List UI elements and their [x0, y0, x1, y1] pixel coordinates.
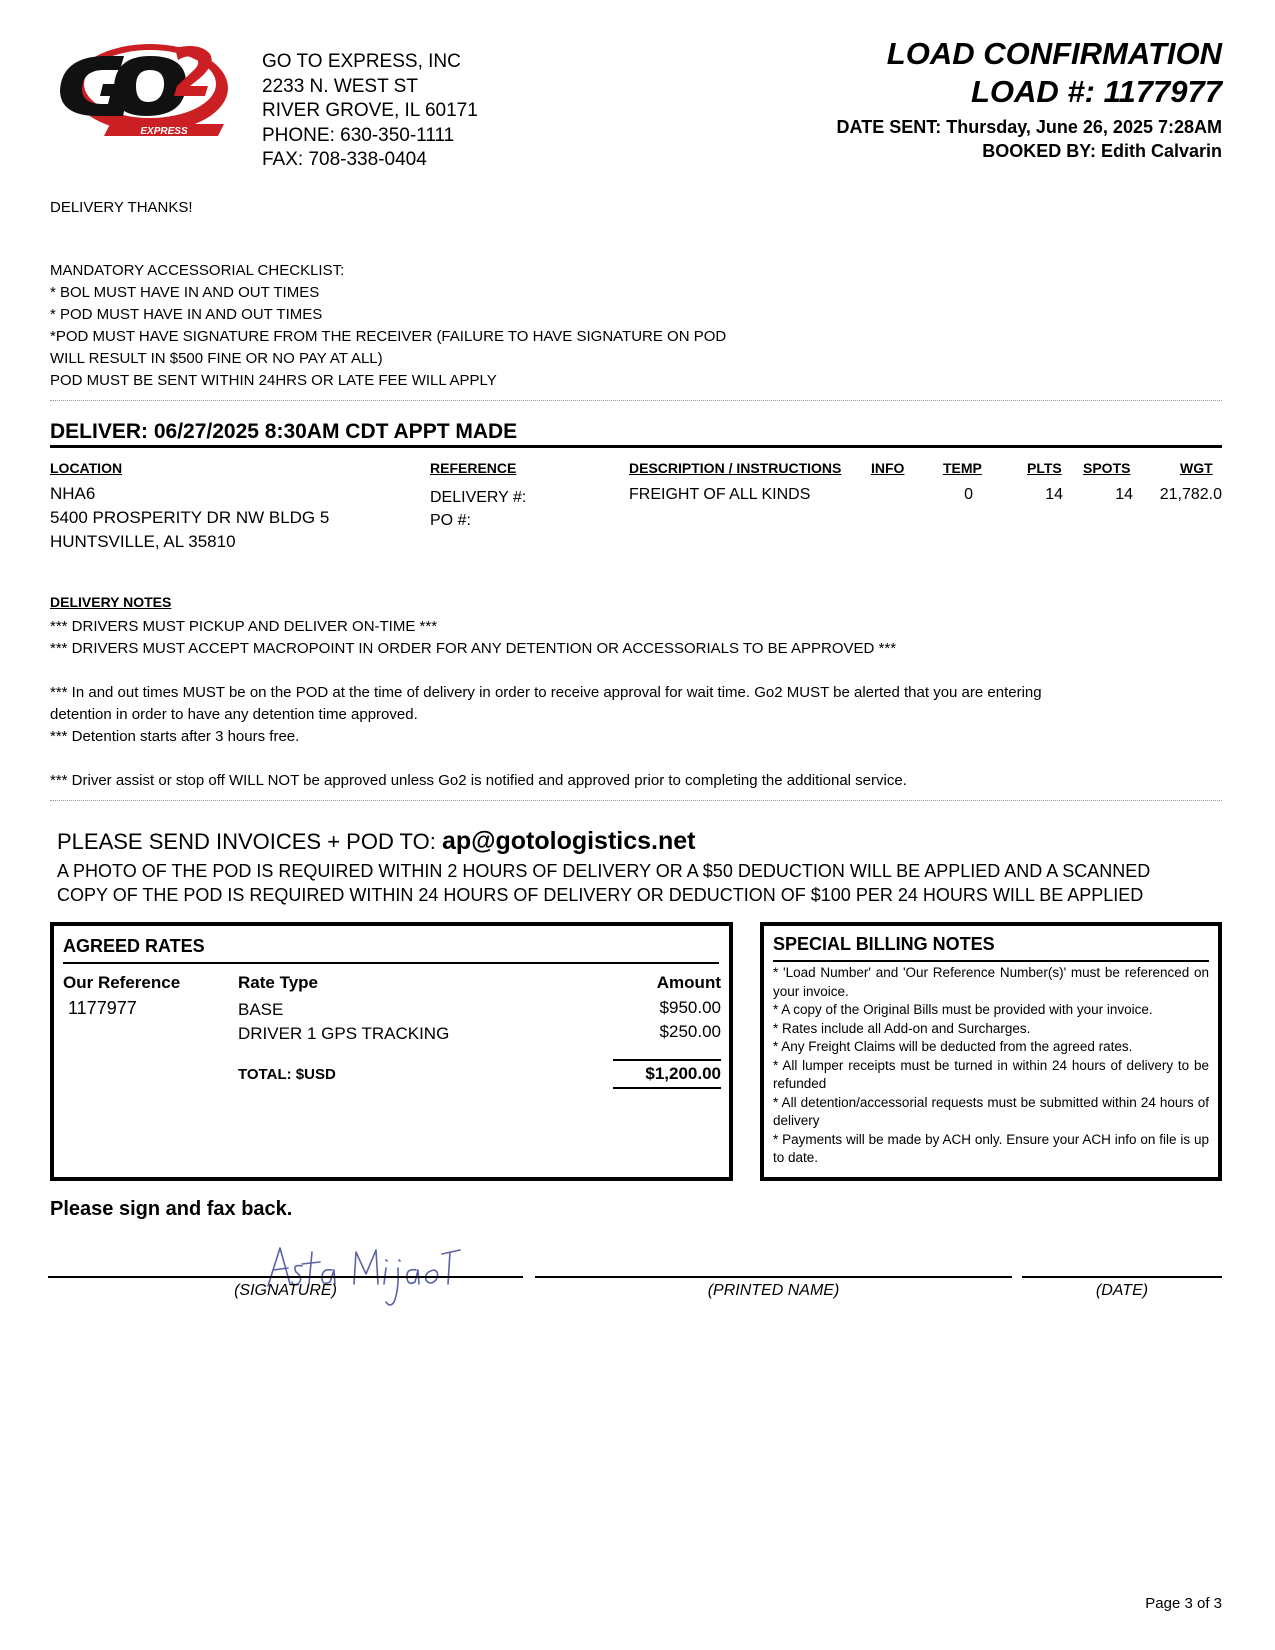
company-street: 2233 N. WEST ST	[262, 75, 418, 97]
company-info	[262, 50, 478, 173]
billing-note: * Rates include all Add-on and Surcharges.	[773, 1020, 1031, 1036]
billing-note: * All lumper receipts must be turned in within 24 hours of delivery to be refunded	[773, 1057, 1209, 1091]
total-amount: $1,200.00	[613, 1059, 721, 1089]
agreed-rates-box	[50, 922, 733, 1181]
billing-note: * All detention/accessorial requests must be submitted within 24 hours of delivery	[773, 1094, 1209, 1128]
rate-amounts	[660, 996, 721, 1044]
po-number-label: PO #:	[430, 512, 471, 529]
company-fax: FAX: 708-338-0404	[262, 149, 427, 170]
note-line: *** Driver assist or stop off WILL NOT be approved unless Go2 is notified and approved prior to completing the additional service.	[50, 772, 907, 789]
rate-types	[238, 998, 449, 1046]
special-billing-notes-box	[760, 922, 1222, 1181]
col-our-reference: Our Reference	[63, 973, 181, 992]
title-block	[837, 35, 1222, 163]
delivery-reference	[430, 486, 526, 532]
delivery-description: FREIGHT OF ALL KINDS	[629, 486, 811, 503]
checklist-line: *POD MUST HAVE SIGNATURE FROM THE RECEIVER (FAILURE TO HAVE SIGNATURE ON POD	[50, 328, 727, 345]
col-reference: REFERENCE	[430, 460, 517, 476]
billing-notes-list	[773, 964, 1209, 1168]
col-rate-type: Rate Type	[238, 973, 318, 992]
pod-requirement-line: COPY OF THE POD IS REQUIRED WITHIN 24 HOURS OF DELIVERY OR DEDUCTION OF $100 PER 24 HOURS WILL BE APPLIED	[57, 885, 1144, 905]
signature-label: (SIGNATURE)	[234, 1282, 337, 1299]
delivery-notes-heading: DELIVERY NOTES	[50, 594, 172, 610]
location-code: NHA6	[50, 484, 96, 503]
company-phone: PHONE: 630-350-1111	[262, 124, 455, 146]
invoice-instructions	[57, 827, 696, 856]
document-title: LOAD CONFIRMATION	[886, 36, 1222, 71]
accessorial-checklist	[50, 260, 726, 392]
invoice-email-link[interactable]: ap@gotologistics.net	[441, 827, 696, 855]
note-line: *** DRIVERS MUST ACCEPT MACROPOINT IN ORDER FOR ANY DETENTION OR ACCESSORIALS TO BE APPROVED ***	[50, 640, 897, 657]
page-number: Page 3 of 3	[1145, 1595, 1222, 1612]
checklist-line: MANDATORY ACCESSORIAL CHECKLIST:	[50, 262, 345, 279]
date-line	[1022, 1276, 1222, 1278]
date-label: (DATE)	[1095, 1282, 1149, 1299]
checklist-line: POD MUST BE SENT WITHIN 24HRS OR LATE FEE WILL APPLY	[50, 372, 497, 389]
date-sent: DATE SENT: Thursday, June 26, 2025 7:28AM	[836, 117, 1222, 137]
divider	[50, 400, 1222, 401]
delivery-notes	[50, 616, 1042, 792]
delivery-location	[50, 482, 329, 554]
delivery-temp: 0	[964, 486, 973, 503]
delivery-plts: 14	[1045, 486, 1063, 503]
our-reference-value: 1177977	[68, 998, 137, 1018]
delivery-spots: 14	[1115, 486, 1133, 503]
checklist-line: * BOL MUST HAVE IN AND OUT TIMES	[50, 284, 320, 301]
location-street: 5400 PROSPERITY DR NW BLDG 5	[50, 508, 330, 527]
load-number: LOAD #: 1177977	[971, 74, 1222, 109]
printed-name-line	[535, 1276, 1012, 1278]
signature-line	[48, 1276, 523, 1278]
col-temp: TEMP	[943, 460, 982, 476]
logo-express-text: EXPRESS	[140, 126, 188, 137]
col-spots: SPOTS	[1083, 460, 1131, 476]
company-name: GO TO EXPRESS, INC	[262, 51, 461, 72]
sign-prompt: Please sign and fax back.	[50, 1198, 293, 1220]
billing-note: * A copy of the Original Bills must be provided with your invoice.	[773, 1002, 1153, 1017]
greeting: DELIVERY THANKS!	[50, 199, 193, 216]
pod-requirement-line: A PHOTO OF THE POD IS REQUIRED WITHIN 2 HOURS OF DELIVERY OR A $50 DEDUCTION WILL BE APPLIED AND A SCANNED	[57, 861, 1151, 881]
col-location: LOCATION	[50, 460, 123, 476]
col-wgt: WGT	[1180, 460, 1213, 476]
note-line	[50, 748, 1042, 770]
total-label: TOTAL: $USD	[238, 1066, 336, 1083]
divider	[50, 800, 1222, 801]
delivery-number-label: DELIVERY #:	[430, 489, 527, 506]
company-city: RIVER GROVE, IL 60171	[262, 100, 478, 121]
printed-name-label: (PRINTED NAME)	[707, 1282, 840, 1299]
rates-title-rule	[63, 962, 719, 964]
invoice-prefix: PLEASE SEND INVOICES + POD TO:	[57, 829, 436, 854]
deliver-heading: DELIVER: 06/27/2025 8:30AM CDT APPT MADE	[50, 420, 1222, 448]
billing-note: * Payments will be made by ACH only. Ensure your ACH info on file is up to date.	[773, 1131, 1209, 1165]
rate-type: BASE	[238, 1000, 284, 1019]
note-line: *** Detention starts after 3 hours free.	[50, 728, 300, 745]
billing-title-rule	[773, 960, 1209, 962]
col-amount: Amount	[656, 973, 721, 992]
col-info: INFO	[871, 460, 905, 476]
delivery-wgt: 21,782.0	[1159, 486, 1222, 503]
note-line: detention in order to have any detention time approved.	[50, 706, 418, 723]
col-plts: PLTS	[1027, 460, 1062, 476]
note-line: *** In and out times MUST be on the POD at the time of delivery in order to receive approval for wait time. Go2 MUST be alerted that you are entering	[50, 684, 1042, 701]
company-logo	[50, 40, 230, 140]
note-line: *** DRIVERS MUST PICKUP AND DELIVER ON-TIME ***	[50, 618, 438, 635]
col-description: DESCRIPTION / INSTRUCTIONS	[629, 460, 842, 476]
checklist-line: * POD MUST HAVE IN AND OUT TIMES	[50, 306, 323, 323]
booked-by: BOOKED BY: Edith Calvarin	[982, 141, 1222, 161]
note-line	[50, 660, 1042, 682]
agreed-rates-title: AGREED RATES	[63, 936, 205, 956]
rate-type: DRIVER 1 GPS TRACKING	[238, 1024, 450, 1043]
checklist-line: WILL RESULT IN $500 FINE OR NO PAY AT ALL)	[50, 350, 383, 367]
location-city: HUNTSVILLE, AL 35810	[50, 532, 236, 551]
billing-note: * 'Load Number' and 'Our Reference Number(s)' must be referenced on your invoice.	[773, 965, 1209, 999]
billing-notes-title: SPECIAL BILLING NOTES	[773, 934, 995, 954]
billing-note: * Any Freight Claims will be deducted from the agreed rates.	[773, 1039, 1133, 1054]
pod-requirements	[57, 859, 1150, 907]
rate-amount: $950.00	[659, 998, 721, 1017]
rate-amount: $250.00	[659, 1022, 721, 1041]
